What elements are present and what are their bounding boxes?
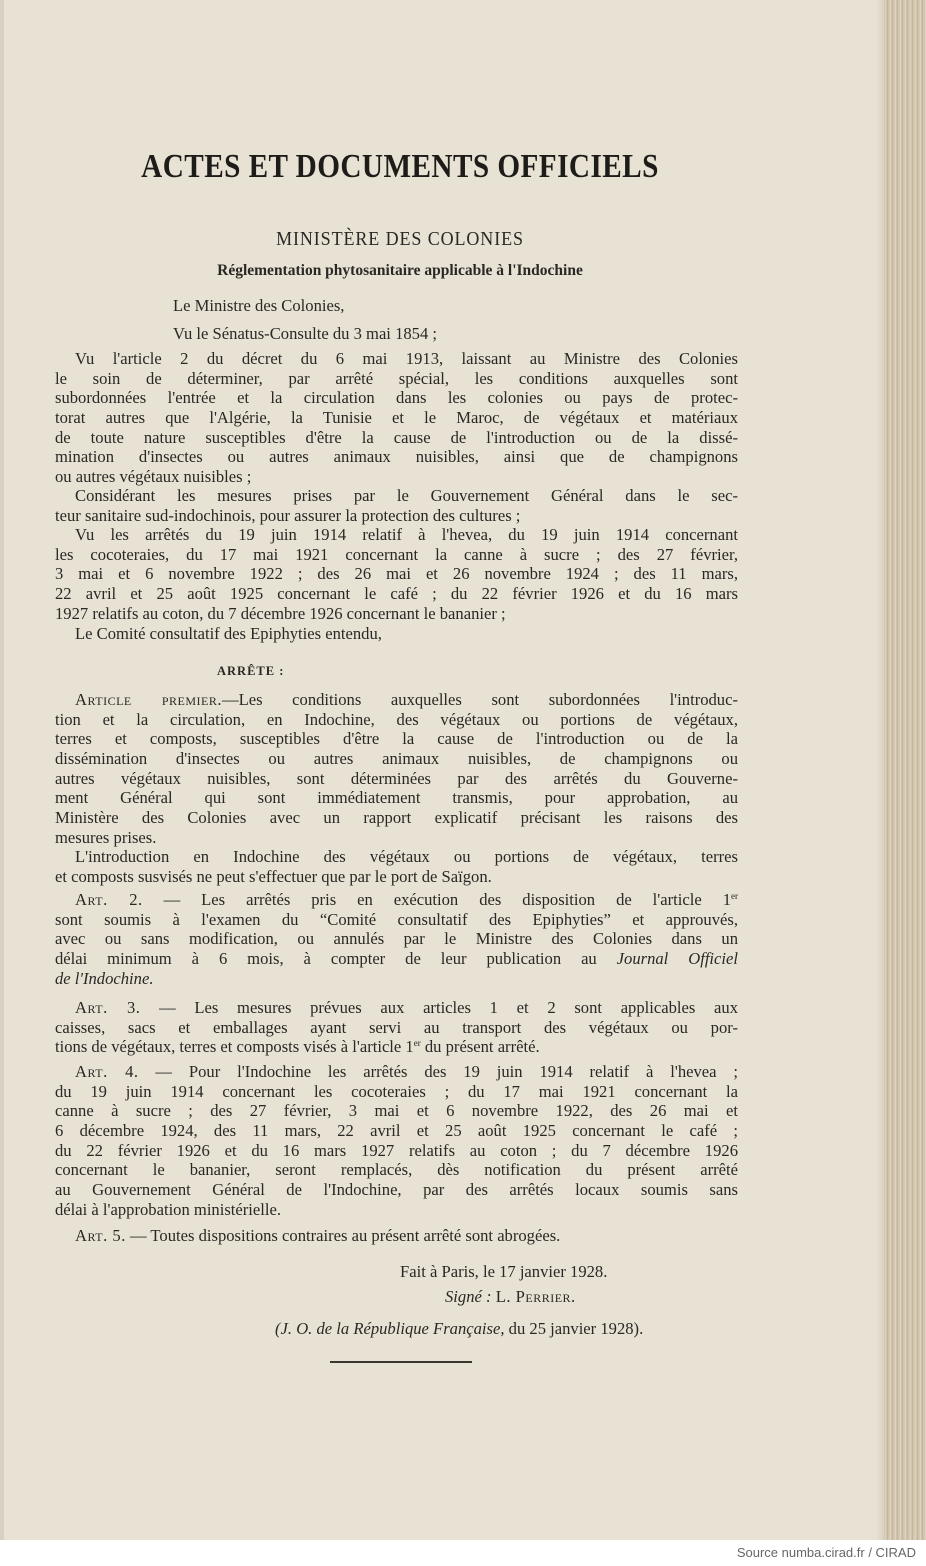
text-line — [55, 369, 738, 389]
line-text: mination d'insectes ou autres animaux nuisibles, ainsi que de champignons — [55, 447, 738, 467]
line-text: le soin de déterminer, par arrêté spécial, les conditions auxquelles sont — [55, 368, 738, 388]
text-line — [55, 788, 738, 808]
line-text: L'introduction en Indochine des végétaux ou portions de végétaux, terres — [75, 847, 738, 866]
text-line — [55, 1037, 738, 1057]
line-text: ou autres végétaux nuisibles ; — [55, 466, 252, 486]
ministry-heading: MINISTÈRE DES COLONIES — [276, 228, 524, 250]
jo-source: (J. O. de la République Française, — [275, 1319, 505, 1338]
line-text: délai à l'approbation ministérielle. — [55, 1199, 282, 1219]
line-text: concernant le bananier, seront remplacés, dès notification du présent arrêté — [55, 1160, 738, 1180]
line-text: — Pour l'Indochine les arrêtés des 19 juin 1914 relatif à l'hevea ; — [138, 1062, 738, 1081]
text-line — [55, 486, 738, 506]
line-text: — Toutes dispositions contraires au présent arrêté sont abrogées. — [125, 1226, 561, 1245]
text-line — [55, 729, 738, 749]
text-line — [55, 1160, 738, 1180]
signe-label: Signé : — [445, 1287, 492, 1306]
text-line — [55, 408, 738, 428]
line-text: sont soumis à l'examen du “Comité consultatif des Epiphyties” et approuvés, — [55, 909, 738, 929]
text-line — [55, 428, 738, 448]
closing-rule — [330, 1361, 472, 1363]
text-line — [55, 1226, 738, 1246]
line-text: et composts susvisés ne peut s'effectuer que par le port de Saïgon. — [55, 866, 492, 886]
line-text: subordonnées l'entrée et la circulation dans les colonies ou pays de protec- — [55, 388, 738, 408]
line-text: du présent arrêté. — [420, 1037, 540, 1057]
text-line — [55, 349, 738, 369]
line-text: du 19 juin 1914 concernant les cocoteraies ; du 17 mai 1921 concernant la — [55, 1081, 738, 1101]
text-line — [55, 584, 738, 604]
line-text: 22 avril et 25 août 1925 concernant le café ; du 22 février 1926 et du 16 mars — [55, 583, 738, 603]
page-title: ACTES ET DOCUMENTS OFFICIELS — [141, 148, 659, 185]
text-line — [55, 506, 738, 526]
signer-name: L. Perrier. — [495, 1287, 576, 1306]
line-text: du 22 février 1926 et du 16 mars 1927 relatifs au coton ; du 7 décembre 1926 — [55, 1140, 738, 1160]
preamble-senatus: Vu le Sénatus-Consulte du 3 mai 1854 ; — [173, 324, 438, 343]
article-label: Art. 4. — [75, 1062, 139, 1081]
line-text: Ministère des Colonies avec un rapport explicatif précisant les raisons des — [55, 807, 738, 827]
decree-subtitle: Réglementation phytosanitaire applicable à l'Indochine — [217, 262, 583, 279]
jo-date: du 25 janvier 1928). — [504, 1319, 644, 1338]
text-line — [55, 1062, 738, 1082]
line-text: ment Général qui sont immédiatement transmis, pour approbation, au — [55, 788, 738, 808]
place-date: Fait à Paris, le 17 janvier 1928. — [400, 1262, 608, 1281]
article-label: Art. 2. — [75, 890, 143, 909]
line-text: au Gouvernement Général de l'Indochine, par des arrêtés locaux soumis sans — [55, 1179, 738, 1199]
text-line — [55, 690, 738, 710]
text-line — [55, 867, 738, 887]
text-line — [55, 388, 738, 408]
text-line — [55, 969, 738, 989]
line-text: tions de végétaux, terres et composts visés à l'article 1 — [55, 1037, 414, 1057]
book-page-edges — [884, 0, 926, 1540]
line-text: torat autres que l'Algérie, la Tunisie et le Maroc, de végétaux et matériaux — [55, 407, 738, 427]
line-text: 1927 relatifs au coton, du 7 décembre 1926 concernant le bananier ; — [55, 603, 506, 623]
signature — [445, 1287, 576, 1307]
text-line — [55, 929, 738, 949]
article-label: Art. 5. — [75, 1226, 126, 1245]
line-text: délai minimum à 6 mois, à compter de leur publication au — [55, 948, 617, 968]
line-text: Le Comité consultatif des Epiphyties entendu, — [75, 624, 382, 643]
line-text: dissémination d'insectes ou autres animaux nuisibles, de champignons ou — [55, 748, 738, 768]
source-credit: Source numba.cirad.fr / CIRAD — [736, 1545, 916, 1560]
text-line — [55, 808, 738, 828]
text-line — [55, 890, 738, 910]
journal-title: Journal Officiel — [616, 948, 738, 968]
line-text: tion et la circulation, en Indochine, des végétaux ou portions de végétaux, — [55, 709, 738, 729]
text-line — [55, 604, 738, 624]
arrete-heading: ARRÊTE : — [217, 664, 285, 678]
text-line — [55, 545, 738, 565]
text-line — [55, 1018, 738, 1038]
line-text: — Les mesures prévues aux articles 1 et 2 sont applicables aux — [140, 998, 738, 1017]
preamble-minister: Le Ministre des Colonies, — [173, 296, 345, 315]
article-label: Art. 3. — [75, 998, 141, 1017]
line-text: Vu les arrêtés du 19 juin 1914 relatif à l'hevea, du 19 juin 1914 concernant — [75, 525, 738, 544]
line-text: terres et composts, susceptibles d'être la cause de l'introduction ou de la — [55, 729, 738, 749]
line-text: de l'Indochine. — [55, 968, 154, 988]
line-text: autres végétaux nuisibles, sont déterminées par des arrêtés du Gouverne- — [55, 768, 738, 788]
line-text: les cocoteraies, du 17 mai 1921 concernant la canne à sucre ; des 27 février, — [55, 544, 738, 564]
line-text: avec ou sans modification, ou annulés par le Ministre des Colonies dans un — [55, 929, 738, 949]
line-text: 3 mai et 6 novembre 1922 ; des 26 mai et 26 novembre 1924 ; des 11 mars, — [55, 564, 738, 584]
text-line — [55, 1121, 738, 1141]
text-line — [55, 710, 738, 730]
line-text: mesures prises. — [55, 827, 157, 847]
line-text: 6 décembre 1924, des 11 mars, 22 avril et 25 août 1925 concernant le café ; — [55, 1120, 738, 1140]
text-line — [55, 828, 738, 848]
text-line — [55, 998, 738, 1018]
text-line — [55, 949, 738, 969]
text-line — [55, 749, 738, 769]
text-line — [55, 1101, 738, 1121]
line-text: canne à sucre ; des 27 février, 3 mai et 6 novembre 1922, des 26 mai et — [55, 1101, 738, 1121]
line-text: Considérant les mesures prises par le Gouvernement Général dans le sec- — [75, 486, 738, 505]
text-line — [55, 769, 738, 789]
line-text: caisses, sacs et emballages ayant servi au transport des végétaux ou por- — [55, 1017, 738, 1037]
ordinal-superscript: er — [731, 891, 738, 901]
journal-reference — [275, 1319, 643, 1339]
text-line — [55, 564, 738, 584]
text-line — [55, 1180, 738, 1200]
text-line — [55, 1200, 738, 1220]
line-text: teur sanitaire sud-indochinois, pour assurer la protection des cultures ; — [55, 505, 521, 525]
text-line — [55, 467, 738, 487]
text-line — [55, 847, 738, 867]
text-line — [55, 447, 738, 467]
article-label: Article premier. — [75, 690, 223, 709]
line-text: Vu l'article 2 du décret du 6 mai 1913, laissant au Ministre des Colonies — [75, 349, 738, 368]
line-text: —Les conditions auxquelles sont subordonnées l'introduc- — [222, 690, 738, 709]
line-text: de toute nature susceptibles d'être la cause de l'introduction ou de la dissé- — [55, 427, 738, 447]
page-left-edge — [0, 0, 4, 1540]
text-line — [55, 1141, 738, 1161]
text-line — [55, 624, 738, 644]
line-text: — Les arrêtés pris en exécution des disposition de l'article 1 — [142, 890, 731, 909]
ordinal-superscript: er — [413, 1038, 421, 1049]
text-line — [55, 910, 738, 930]
text-line — [55, 1082, 738, 1102]
text-line — [55, 525, 738, 545]
